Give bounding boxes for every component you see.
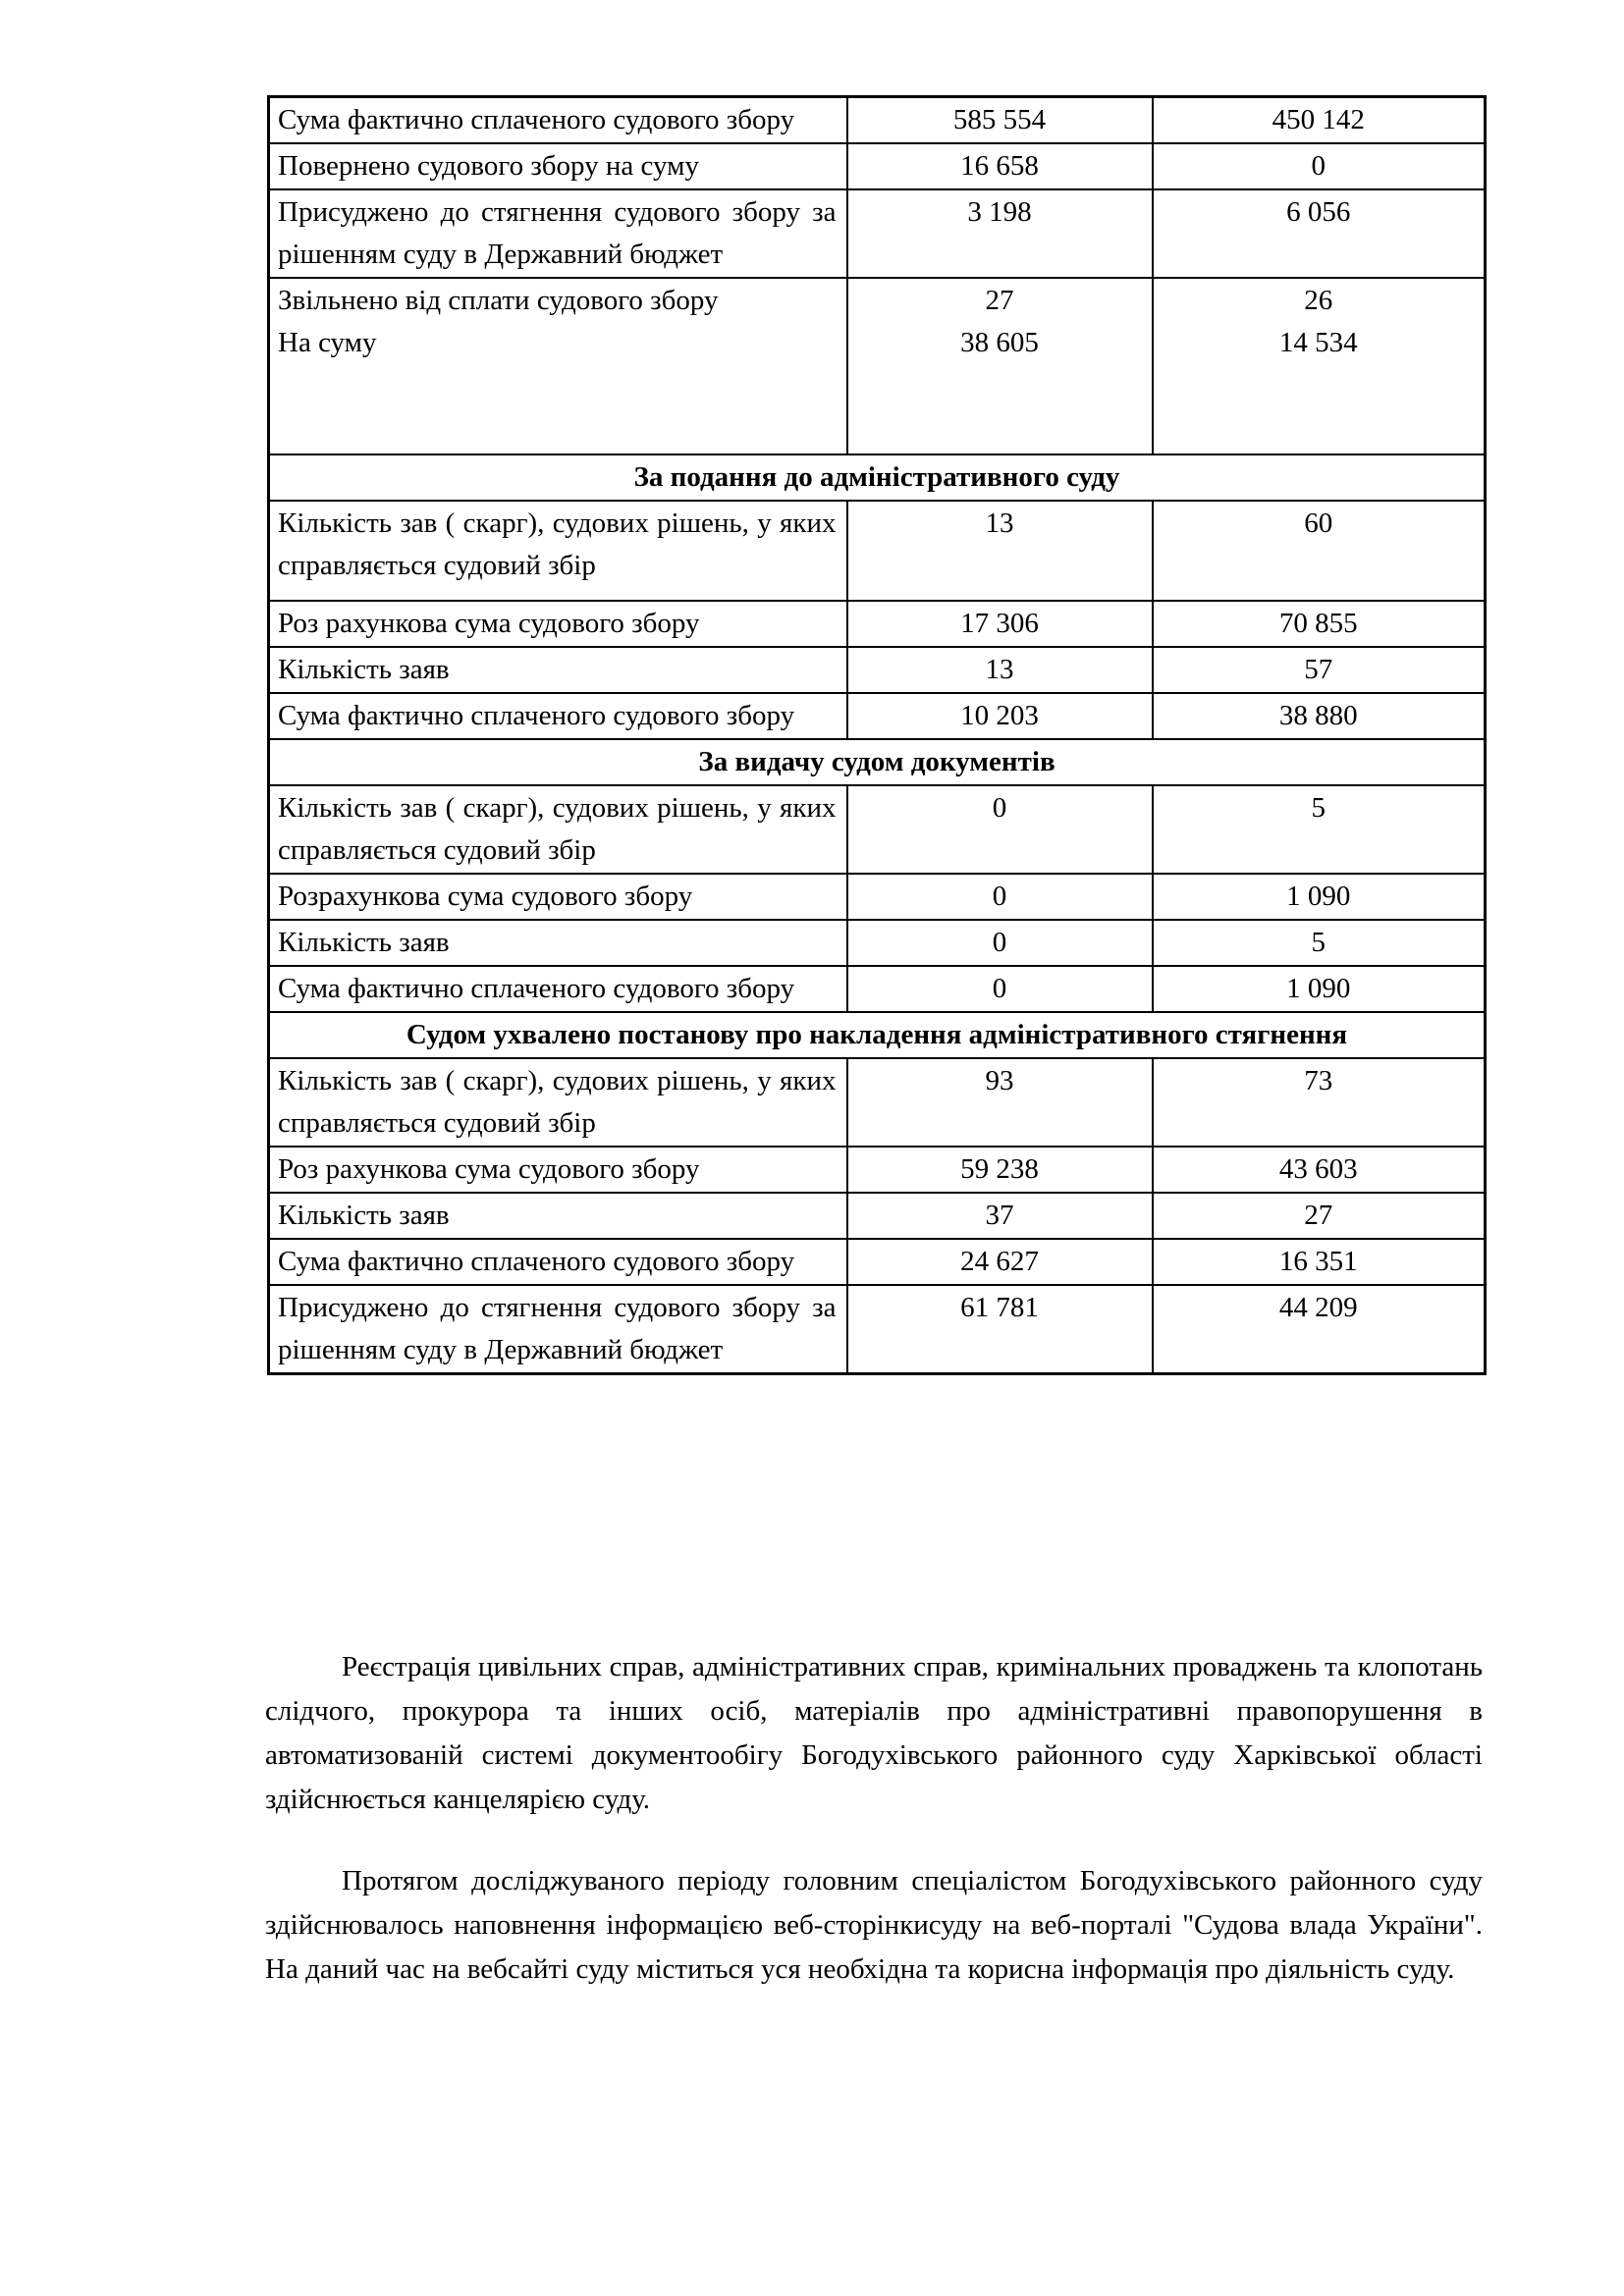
table-row xyxy=(269,278,1486,454)
table-row xyxy=(269,1239,1486,1285)
metric-label-cell: Кількість заяв xyxy=(269,920,847,966)
metric-label-cell: Сума фактично сплаченого судового збору xyxy=(269,966,847,1012)
table-row xyxy=(269,1193,1486,1239)
metric-label-cell: Сума фактично сплаченого судового збору xyxy=(269,1239,847,1285)
table-row xyxy=(269,1147,1486,1193)
metric-label-cell: Кількість заяв xyxy=(269,1193,847,1239)
value-cell: 27 xyxy=(1153,1193,1486,1239)
value-cell: 73 xyxy=(1153,1058,1486,1147)
value-line: 26 xyxy=(1304,285,1333,316)
court-fees-statistics-table xyxy=(267,95,1487,1375)
table-row xyxy=(269,97,1486,144)
value-cell: 585 554 xyxy=(847,97,1153,144)
table-row xyxy=(269,1285,1486,1374)
value-cell: 61 781 xyxy=(847,1285,1153,1374)
metric-label-cell: Роз рахункова сума судового збору xyxy=(269,1147,847,1193)
value-cell: 60 xyxy=(1153,501,1486,601)
metric-label-line: На суму xyxy=(278,327,377,358)
value-cell: 5 xyxy=(1153,920,1486,966)
body-text xyxy=(265,1645,1483,1992)
value-cell: 1 090 xyxy=(1153,874,1486,920)
table-row xyxy=(269,966,1486,1012)
table-row xyxy=(269,647,1486,693)
section-header-row xyxy=(269,454,1486,501)
metric-label-cell: Сума фактично сплаченого судового збору xyxy=(269,693,847,739)
value-line: 38 605 xyxy=(960,327,1039,358)
paragraph-web-portal: Протягом досліджуваного періоду головним спеціалістом Богодухівського районного суду здійснювалось наповнення інформацією веб-сторінкисуду на веб-порталі "Судова влада України". На даний час на вебсайті суду міститься уся необхідна та корисна інформація про діяльність суду. xyxy=(265,1865,1483,1985)
value-cell: 450 142 xyxy=(1153,97,1486,144)
value-cell: 43 603 xyxy=(1153,1147,1486,1193)
table-row xyxy=(269,189,1486,278)
metric-label-cell: Повернено судового збору на суму xyxy=(269,143,847,189)
metric-label-cell xyxy=(269,278,847,454)
metric-label-cell: Розрахункова сума судового збору xyxy=(269,874,847,920)
table-row xyxy=(269,601,1486,647)
metric-label-cell: Присуджено до стягнення судового збору за рішенням суду в Державний бюджет xyxy=(269,1285,847,1374)
metric-label-cell: Присуджено до стягнення судового збору за рішенням суду в Державний бюджет xyxy=(269,189,847,278)
section-header-row xyxy=(269,739,1486,785)
table-row xyxy=(269,874,1486,920)
value-cell: 24 627 xyxy=(847,1239,1153,1285)
value-cell: 6 056 xyxy=(1153,189,1486,278)
metric-label-cell: Кількість зав ( скарг), судових рішень, у яких справляється судовий збір xyxy=(269,785,847,874)
value-cell: 0 xyxy=(847,785,1153,874)
value-cell: 70 855 xyxy=(1153,601,1486,647)
metric-label-cell: Сума фактично сплаченого судового збору xyxy=(269,97,847,144)
value-cell: 0 xyxy=(1153,143,1486,189)
table-row xyxy=(269,501,1486,601)
value-cell xyxy=(1153,278,1486,454)
value-cell: 16 351 xyxy=(1153,1239,1486,1285)
table-row xyxy=(269,1058,1486,1147)
value-cell: 0 xyxy=(847,966,1153,1012)
value-cell: 37 xyxy=(847,1193,1153,1239)
metric-label-cell: Роз рахункова сума судового збору xyxy=(269,601,847,647)
court-fees-table-body xyxy=(269,97,1486,1374)
metric-label-cell: Кількість зав ( скарг), судових рішень, у яких справляється судовий збір xyxy=(269,501,847,601)
value-cell: 13 xyxy=(847,501,1153,601)
section-header: Судом ухвалено постанову про накладення адміністративного стягнення xyxy=(269,1012,1486,1058)
metric-label-cell: Кількість зав ( скарг), судових рішень, у яких справляється судовий збір xyxy=(269,1058,847,1147)
value-cell: 57 xyxy=(1153,647,1486,693)
value-line: 27 xyxy=(985,285,1014,316)
table-row xyxy=(269,785,1486,874)
value-cell: 13 xyxy=(847,647,1153,693)
value-cell: 10 203 xyxy=(847,693,1153,739)
table-row xyxy=(269,143,1486,189)
value-cell: 0 xyxy=(847,874,1153,920)
value-cell: 93 xyxy=(847,1058,1153,1147)
value-cell: 44 209 xyxy=(1153,1285,1486,1374)
value-cell: 17 306 xyxy=(847,601,1153,647)
value-cell: 5 xyxy=(1153,785,1486,874)
table-row xyxy=(269,920,1486,966)
section-header: За подання до адміністративного суду xyxy=(269,454,1486,501)
value-cell: 38 880 xyxy=(1153,693,1486,739)
value-cell xyxy=(847,278,1153,454)
section-header-row xyxy=(269,1012,1486,1058)
metric-label-cell: Кількість заяв xyxy=(269,647,847,693)
value-cell: 1 090 xyxy=(1153,966,1486,1012)
metric-label-line: Звільнено від сплати судового збору xyxy=(278,285,719,316)
value-cell: 3 198 xyxy=(847,189,1153,278)
paragraph-case-registration: Реєстрація цивільних справ, адміністративних справ, кримінальних проваджень та клопотань слідчого, прокурора та інших осіб, матеріалів про адміністративні правопорушення в автоматизованій системі документообігу Богодухівського районного суду Харківської області здійснюється канцелярією суду. xyxy=(265,1651,1483,1815)
value-cell: 59 238 xyxy=(847,1147,1153,1193)
value-line: 14 534 xyxy=(1278,327,1358,358)
table-row xyxy=(269,693,1486,739)
value-cell: 16 658 xyxy=(847,143,1153,189)
section-header: За видачу судом документів xyxy=(269,739,1486,785)
value-cell: 0 xyxy=(847,920,1153,966)
